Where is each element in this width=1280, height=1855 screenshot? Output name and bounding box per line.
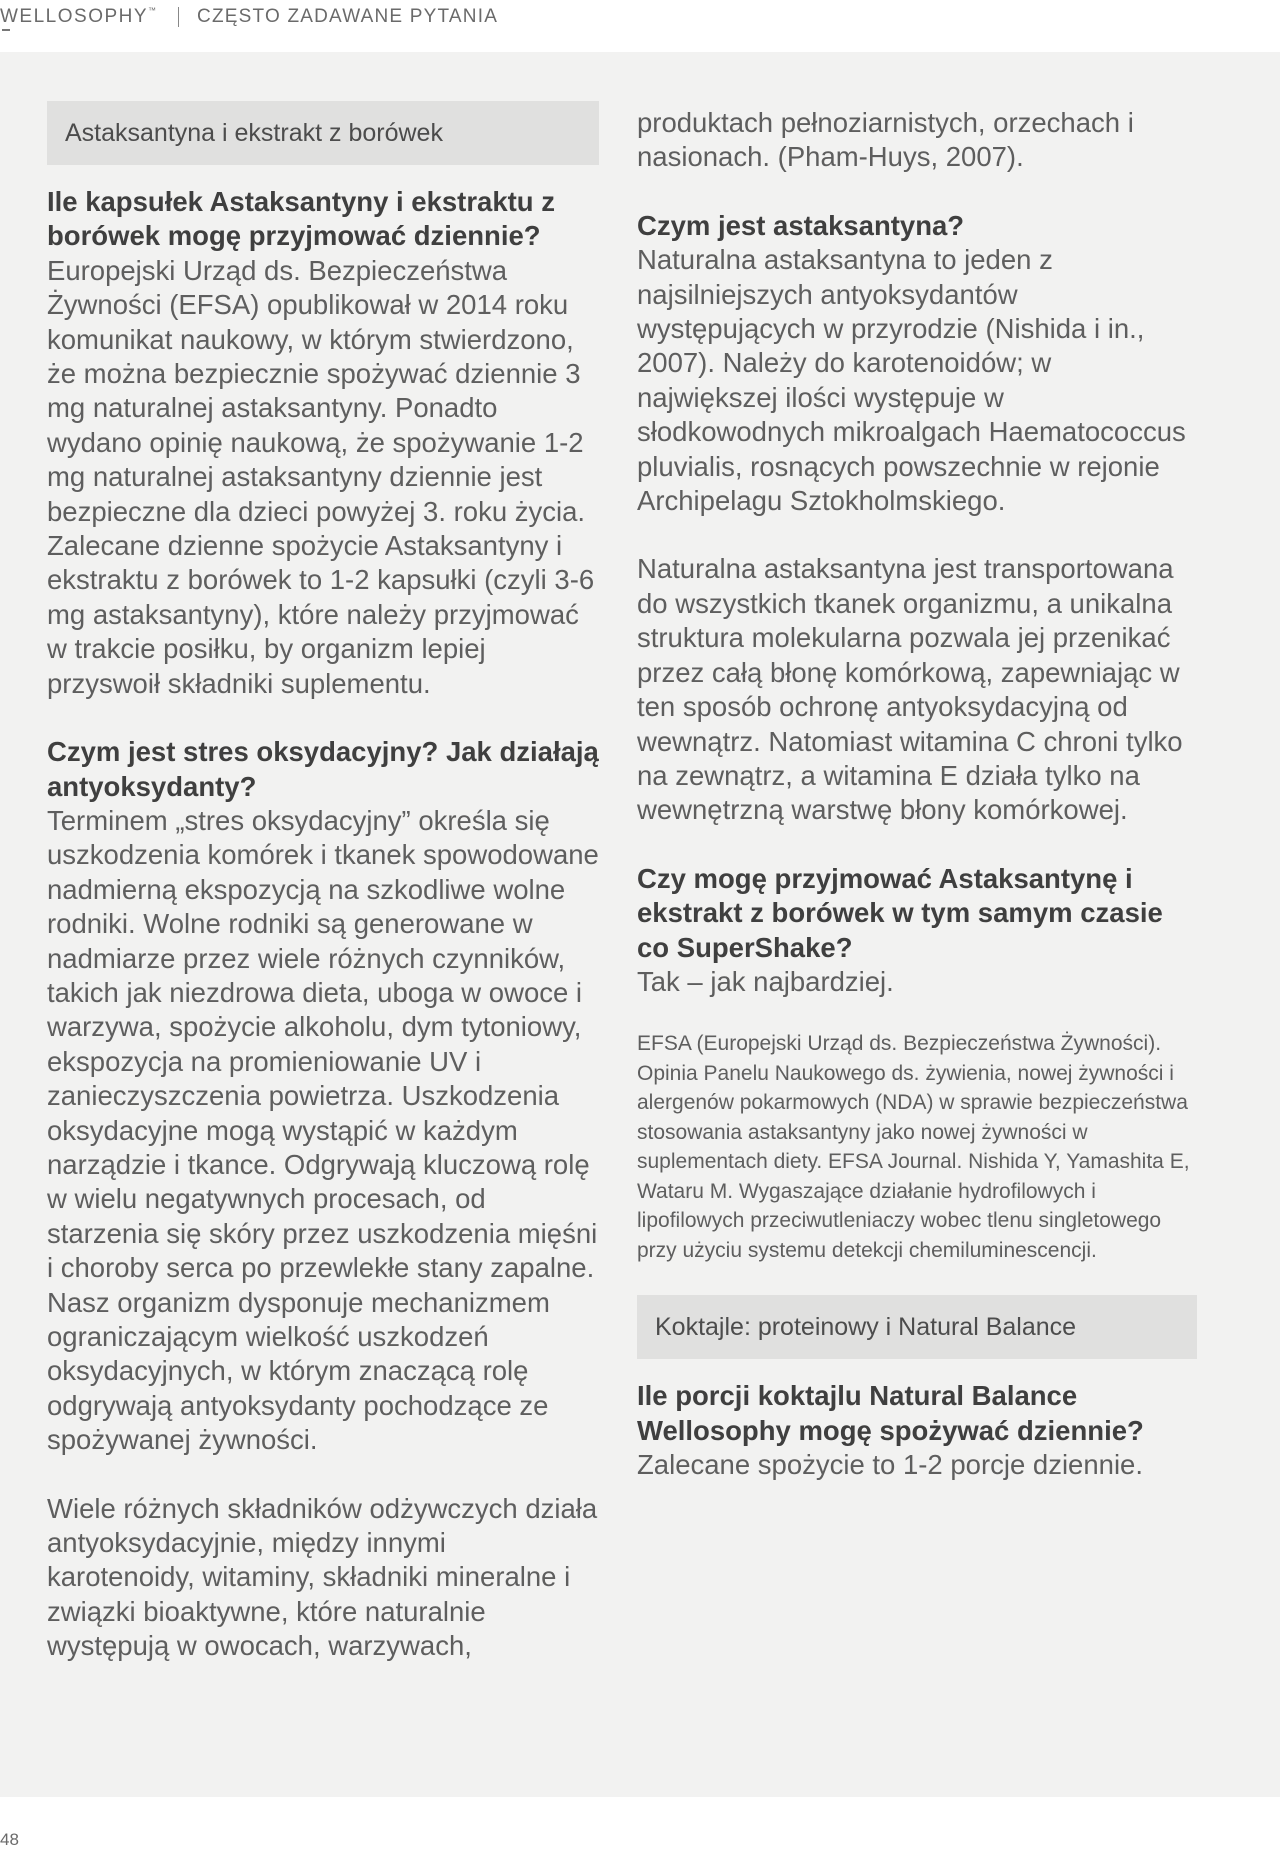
section-band-shakes: Koktajle: proteinowy i Natural Balance	[637, 1295, 1197, 1359]
answer-antioxidants: Wiele różnych składników odżywczych działa antyoksydacyjnie, między innymi karotenoidy, witaminy, składniki mineralne i związki bioaktywne, które naturalnie występują w owocach, warzywach,	[47, 1492, 598, 1662]
answer-transport: Naturalna astaksantyna jest transportowana do wszystkich tkanek organizmu, a unikalna struktura molekularna pozwala jej przenikać przez całą błonę komórkową, zapewniając w ten sposób ochronę antyoksydacyjną od wewnątrz. Natomiast witamina C chroni tylko na zewnątrz, a witamina E działa tylko na wewnętrzną warstwę błony komórkowej.	[637, 553, 1183, 826]
question-capsules: Ile kapsułek Astaksantyny i ekstraktu z borówek mogę przyjmować dziennie?	[47, 186, 555, 252]
question-natural-balance: Ile porcji koktajlu Natural Balance Wellosophy mogę spożywać dziennie?	[637, 1380, 1144, 1446]
question-supershake: Czy mogę przyjmować Astaksantynę i ekstrakt z borówek w tym samym czasie co SuperShake?	[637, 862, 1163, 963]
answer-oxidative-stress: Terminem „stres oksydacyjny” określa się uszkodzenia komórek i tkanek spowodowane nadmierną ekspozycją na szkodliwe wolne rodniki. Wolne rodniki są generowane w nadmiarze przez wiele różnych czynników, takich jak niezdrowa dieta, uboga w owoce i warzywa, spożycie alkoholu, dym tytoniowy, ekspozycja na promieniowanie UV i zanieczyszczenia powietrza. Uszkodzenia oksydacyjne mogą wystąpić w każdym narządzie i tkance. Odgrywają kluczową rolę w wielu negatywnych procesach, od starzenia się skóry przez uszkodzenia mięśni i choroby serca po przewlekłe stany zapalne. Nasz organizm dysponuje mechanizmem ograniczającym wielkość uszkodzeń oksydacyjnych, w którym znaczącą rolę odgrywają antyoksydanty pochodzące ze spożywanej żywności.	[47, 804, 599, 1456]
answer-what-is-astaxanthin: Naturalna astaksantyna to jeden z najsilniejszych antyoksydantów występujących w przyrodzie (Nishida i in., 2007). Należy do karotenoidów; w największej ilości występuje w słodkowodnych mikroalgach Haematococcus pluvialis, rosnących powszechnie w rejonie Archipelagu Sztokholmskiego.	[637, 244, 1186, 517]
brand-logo	[0, 6, 156, 28]
answer-antioxidants-continued: produktach pełnoziarnistych, orzechach i nasionach. (Pham-Huys, 2007).	[637, 107, 1134, 173]
answer-natural-balance: Zalecane spożycie to 1-2 porcje dziennie.	[637, 1449, 1143, 1481]
logo-underline	[2, 29, 10, 31]
question-what-is-astaxanthin: Czym jest astaksantyna?	[637, 209, 965, 241]
logo-trademark: ™	[148, 6, 157, 15]
right-column	[637, 106, 1197, 1483]
question-oxidative-stress: Czym jest stres oksydacyjny? Jak działają antyoksydanty?	[47, 736, 599, 802]
references: EFSA (Europejski Urząd ds. Bezpieczeństwa Żywności). Opinia Panelu Naukowego ds. żywienia, nowej żywności i alergenów pokarmowych (NDA) w sprawie bezpieczeństwa stosowania astaksantyny jako nowej żywności w suplementach diety. EFSA Journal. Nishida Y, Yamashita E, Wataru M. Wygaszające działanie hydrofilowych i lipofilowych przeciwutleniaczy wobec tlenu singletowego przy użyciu systemu detekcji chemiluminescencji.	[637, 1032, 1190, 1262]
header-separator	[178, 7, 179, 27]
answer-supershake: Tak – jak najbardziej.	[637, 965, 894, 997]
page-header	[0, 0, 1280, 52]
section-title: CZĘSTO ZADAWANE PYTANIA	[197, 6, 499, 27]
page-number: 48	[0, 1830, 19, 1849]
page-content	[0, 52, 1280, 1797]
left-column	[47, 101, 599, 1664]
logo-text: WELLOSOPHY	[0, 6, 149, 27]
section-band-astaxanthin: Astaksantyna i ekstrakt z borówek	[47, 101, 599, 165]
answer-capsules: Europejski Urząd ds. Bezpieczeństwa Żywności (EFSA) opublikował w 2014 roku komunikat naukowy, w którym stwierdzono, że można bezpiecznie spożywać dziennie 3 mg naturalnej astaksantyny. Ponadto wydano opinię naukową, że spożywanie 1-2 mg naturalnej astaksantyny dziennie jest bezpieczne dla dzieci powyżej 3. roku życia. Zalecane dzienne spożycie Astaksantyny i ekstraktu z borówek to 1-2 kapsułki (czyli 3-6 mg astaksantyny), które należy przyjmować w trakcie posiłku, by organizm lepiej przyswoił składniki suplementu.	[47, 254, 595, 699]
